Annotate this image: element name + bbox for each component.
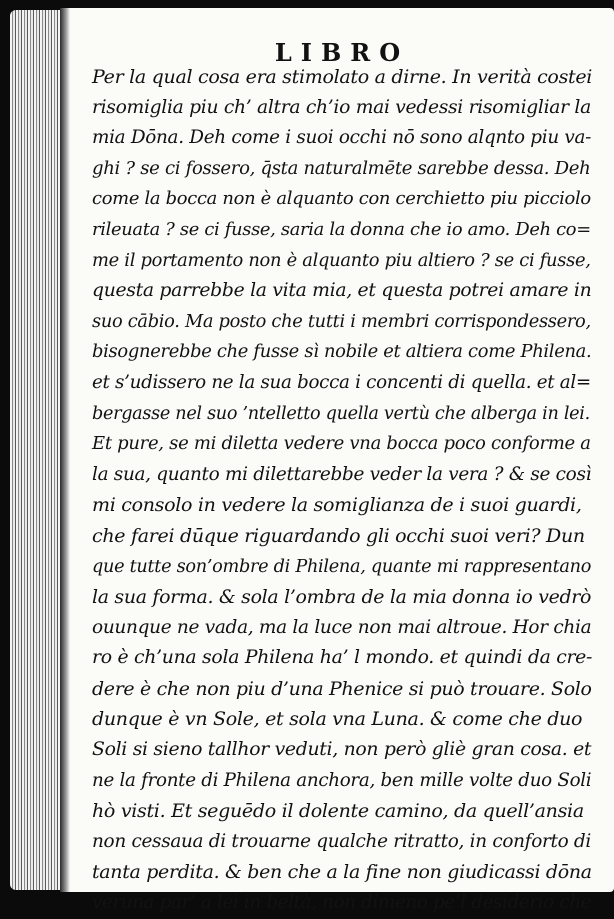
text-line: bisognerebbe che fusse sì nobile et altiera come Philena. (92, 341, 592, 363)
text-line: me il portamento non è alquanto piu altiero ? se ci fusse, (92, 249, 591, 271)
text-line: hò visti. Et seguēdo il dolente camino, da quell’ansia (92, 800, 584, 823)
text-line: Per la qual cosa era stimolato a dirne. In verità costei (92, 66, 593, 88)
text-line: dere è che non piu d’una Phenice si può trouare. Solo (92, 677, 592, 700)
text-line: dunque è vn Sole, et sola vna Luna. & come che duo (92, 708, 583, 731)
text-line: ghi ? se ci fossero, q̄sta naturalmēte sarebbe dessa. Deh (92, 157, 591, 179)
text-line: la sua forma. & sola l’ombra de la mia donna io vedrò (92, 586, 592, 609)
text-line: bergasse nel suo ’ntelletto quella vertù che alberga in lei. (92, 403, 590, 424)
text-line: ne la fronte di Philena anchora, ben mille volte duo Soli (92, 769, 592, 791)
text-line: que tutte son’ombre di Philena, quante mi rappresentano (92, 556, 592, 577)
running-head: LIBRO (274, 38, 410, 67)
text-line: et s’udissero ne la sua bocca i concenti di quella. et al= (92, 371, 591, 393)
text-line: suo cābio. Ma posto che tutti i membri corrispondessero, (92, 310, 591, 332)
text-line: mi consolo in vedere la somiglianza de i suoi guardi, (92, 494, 582, 517)
text-block (92, 62, 592, 919)
text-line: ro è ch’una sola Philena ha’ l mondo. et quindi da cre- (92, 647, 593, 669)
text-line: questa parrebbe la vita mia, et questa potrei amare in (92, 280, 592, 302)
text-line: che farei dūque riguardando gli occhi suoi veri? Dun (92, 524, 585, 547)
text-line: non cessaua di trouarne qualche ritratto, in conforto di (92, 830, 591, 852)
text-line: veruna par’ a lei in beltà, non dimeno pe’l desiderio che (92, 892, 592, 914)
text-line: rileuata ? se ci fusse, saria la donna che io amo. Deh co= (92, 218, 591, 240)
text-line: Soli si sieno tallhor veduti, non però gliè gran cosa. et (92, 739, 592, 761)
text-line: tanta perdita. & ben che a la fine non giudicassi dōna (92, 861, 592, 884)
text-line: Et pure, se mi diletta vedere vna bocca poco conforme a (92, 433, 591, 455)
text-line: mia Dōna. Deh come i suoi occhi nō sono alqnto piu va- (92, 127, 592, 149)
text-line: risomiglia piu ch’ altra ch’io mai vedessi risomigliar la (92, 96, 591, 118)
text-line: la sua, quanto mi dilettarebbe veder la vera ? & se così (92, 463, 592, 485)
book-gutter (60, 8, 70, 892)
text-line: ouunque ne vada, ma la luce non mai altroue. Hor chia (92, 616, 592, 638)
text-line: come la bocca non è alquanto con cerchietto piu picciolo (92, 188, 591, 210)
